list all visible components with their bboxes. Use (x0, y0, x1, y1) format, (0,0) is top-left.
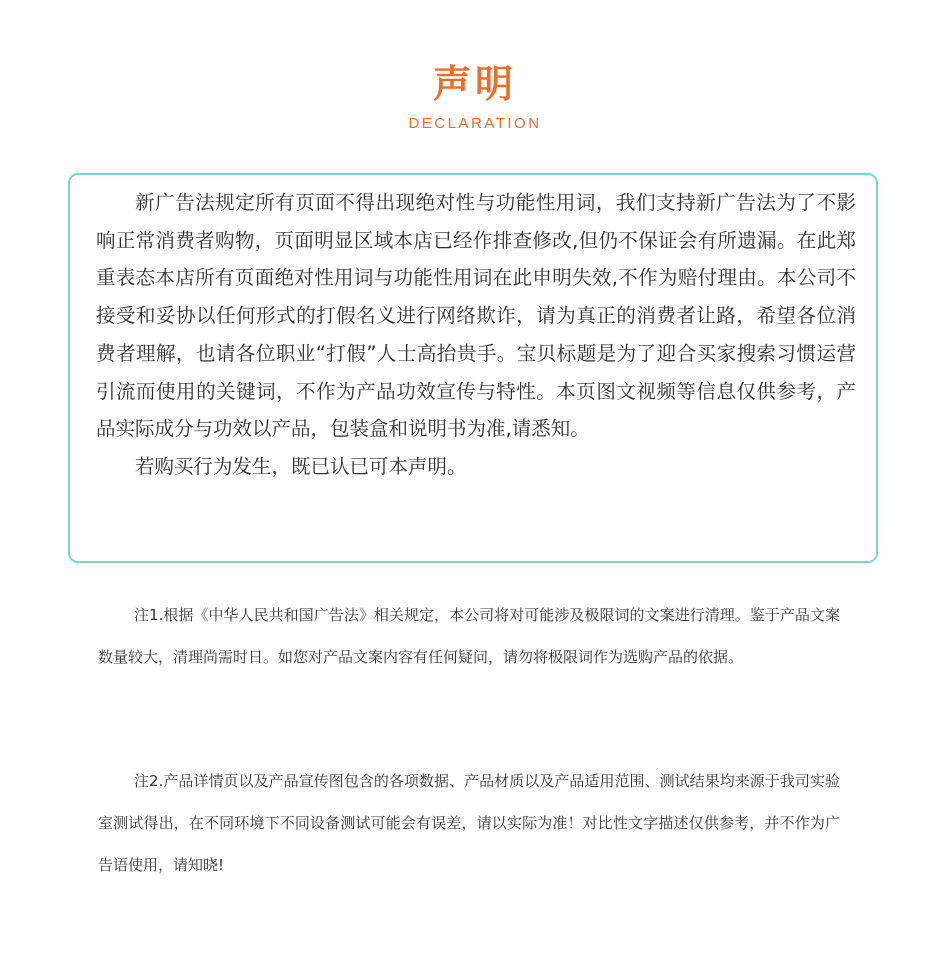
declaration-paragraph: 若购买行为发生，既已认已可本声明。 (135, 454, 467, 478)
page-subtitle: DECLARATION (408, 115, 542, 132)
declaration-paragraph: 新广告法规定所有页面不得出现绝对性与功能性用词，我们支持新广告法为了不影响正常消费者购物，页面明显区域本店已经作排查修改,但仍不保证会有所遗漏。在此郑重表态本店所有页面绝对性用词与功能性用词在此申明失效,不作为赔付理由。本公司不接受和妥协以任何形式的打假名义进行网络欺诈，请为真正的消费者让路，希望各位消费者理解，也请各位职业“打假”人士高抬贵手。宝贝标题是为了迎合买家搜索习惯运营引流而使用的关键词，不作为产品功效宣传与特性。本页图文视频等信息仅供参考，产品实际成分与功效以产品，包装盒和说明书为准,请悉知。 (96, 191, 856, 441)
note-1: 注1.根据《中华人民共和国广告法》相关规定，本公司将对可能涉及极限词的文案进行清理。鉴于产品文案数量较大，清理尚需时日。如您对产品文案内容有任何疑问，请勿将极限词作为选购产品的依据。 (98, 606, 840, 666)
declaration-text (96, 184, 856, 486)
note-2: 注2.产品详情页以及产品宣传图包含的各项数据、产品材质以及产品适用范围、测试结果均来源于我司实验室测试得出，在不同环境下不同设备测试可能会有误差，请以实际为准！对比性文字描述仅供参考，并不作为广告语使用，请知晓! (98, 772, 840, 874)
page-title: 声明 (432, 62, 517, 106)
